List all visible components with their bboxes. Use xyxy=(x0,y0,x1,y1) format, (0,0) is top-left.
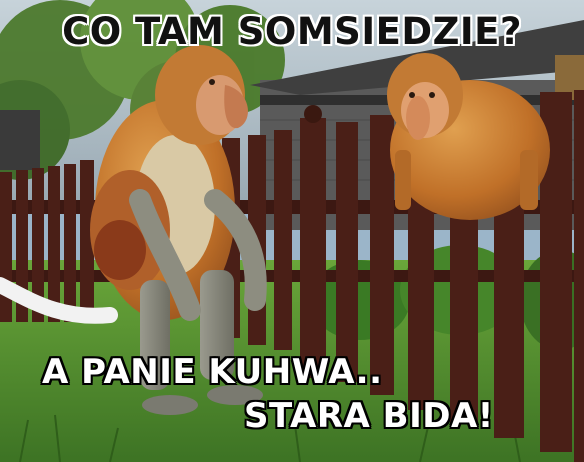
top-caption: CO TAM SOMSIEDZIE? xyxy=(62,10,522,53)
bottom-caption-line-1: A PANIE KUHWA.. xyxy=(42,352,383,392)
bottom-caption-line-2: STARA BIDA! xyxy=(244,396,494,436)
